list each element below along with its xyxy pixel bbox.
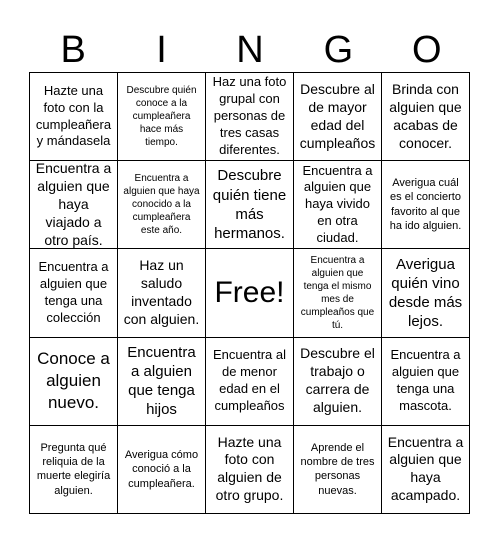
bingo-cell[interactable] xyxy=(382,338,470,426)
bingo-cell[interactable] xyxy=(118,249,206,337)
cell-text: Averigua cuál es el concierto favorito al que ha ido alguien. xyxy=(389,177,462,233)
bingo-cell[interactable] xyxy=(30,426,118,514)
bingo-cell[interactable] xyxy=(118,426,206,514)
cell-text: Descubre quién conoce a la cumpleañera hace más tiempo. xyxy=(126,85,197,149)
cell-text: Encuentra a alguien que haya viajado a otro país. xyxy=(35,161,112,248)
bingo-cell[interactable] xyxy=(382,161,470,249)
bingo-cell[interactable] xyxy=(294,426,382,514)
bingo-cell[interactable] xyxy=(118,73,206,161)
bingo-cell[interactable] xyxy=(206,426,294,514)
bingo-cell[interactable] xyxy=(382,249,470,337)
bingo-cell[interactable] xyxy=(294,73,382,161)
free-space-text: Free! xyxy=(214,276,285,310)
free-space-cell[interactable] xyxy=(206,249,294,337)
cell-text: Encuentra al de menor edad en el cumpleaños xyxy=(213,347,286,414)
header-letter-n: N xyxy=(236,29,264,71)
bingo-cell[interactable] xyxy=(118,161,206,249)
bingo-cell[interactable] xyxy=(382,426,470,514)
bingo-grid xyxy=(29,72,470,514)
cell-text: Descubre quién tiene más hermanos. xyxy=(212,167,287,242)
cell-text: Averigua cómo conoció a la cumpleañera. xyxy=(124,448,199,490)
cell-text: Conoce a alguien nuevo. xyxy=(37,349,110,413)
bingo-cell[interactable] xyxy=(206,338,294,426)
bingo-header xyxy=(29,28,471,72)
cell-text: Haz una foto grupal con personas de tres casas diferentes. xyxy=(212,74,287,157)
cell-text: Haz un saludo inventado con alguien. xyxy=(123,257,200,327)
cell-text: Brinda con alguien que acabas de conocer. xyxy=(389,80,462,151)
cell-text: Hazte una foto con la cumpleañera y mándasela xyxy=(35,82,112,149)
cell-text: Encuentra a alguien que haya vivido en otra ciudad. xyxy=(302,162,373,246)
bingo-cell[interactable] xyxy=(382,73,470,161)
header-letter-g: G xyxy=(323,29,354,71)
cell-text: Encuentra a alguien que tenga una colección xyxy=(38,259,109,325)
cell-text: Averigua quién vino desde más lejos. xyxy=(388,255,463,331)
cell-text: Hazte una foto con alguien de otro grupo. xyxy=(215,433,284,504)
cell-text: Encuentra a alguien que haya acampado. xyxy=(387,433,464,504)
cell-text: Descubre el trabajo o carrera de alguien. xyxy=(300,345,375,416)
cell-text: Encuentra a alguien que tenga el mismo mes de cumpleaños que tú. xyxy=(300,254,375,331)
cell-text: Descubre al de mayor edad del cumpleaños xyxy=(299,80,376,151)
bingo-cell[interactable] xyxy=(30,338,118,426)
bingo-cell[interactable] xyxy=(30,249,118,337)
cell-text: Encuentra a alguien que tenga una mascota. xyxy=(390,347,461,414)
bingo-cell[interactable] xyxy=(294,338,382,426)
cell-text: Encuentra a alguien que tenga hijos xyxy=(127,343,196,419)
cell-text: Encuentra a alguien que haya conocido a la cumpleañera este año. xyxy=(123,173,200,237)
header-letter-b: B xyxy=(60,29,86,71)
bingo-cell[interactable] xyxy=(118,338,206,426)
bingo-cell[interactable] xyxy=(294,249,382,337)
bingo-cell[interactable] xyxy=(206,161,294,249)
header-letter-o: O xyxy=(411,29,442,71)
cell-text: Aprende el nombre de tres personas nuevas. xyxy=(300,441,375,497)
cell-text: Pregunta qué reliquia de la muerte elegiría alguien. xyxy=(36,441,111,497)
bingo-cell[interactable] xyxy=(30,161,118,249)
bingo-cell[interactable] xyxy=(206,73,294,161)
header-letter-i: I xyxy=(156,29,167,71)
bingo-cell[interactable] xyxy=(30,73,118,161)
bingo-cell[interactable] xyxy=(294,161,382,249)
